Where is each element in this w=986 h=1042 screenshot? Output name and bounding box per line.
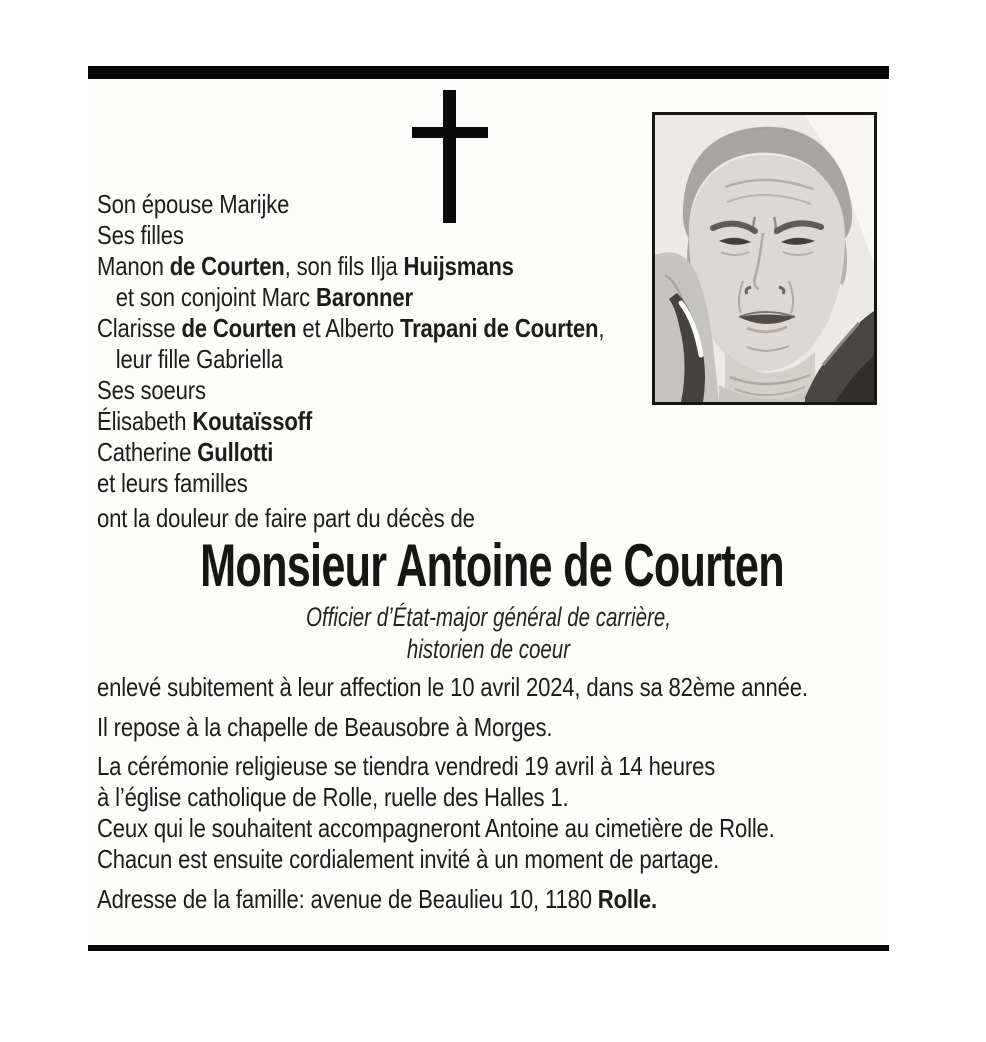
text-line xyxy=(97,813,775,844)
subtitle-line-1: Officier d’État-major général de carrière, xyxy=(306,602,671,632)
text-segment: et leurs familles xyxy=(97,468,248,498)
text-segment: leur fille Gabriella xyxy=(115,344,284,374)
text-segment-bold: Gullotti xyxy=(197,437,274,467)
text-segment: Élisabeth xyxy=(97,406,193,436)
deceased-name: Monsieur Antoine de Courten xyxy=(200,532,784,599)
family-address xyxy=(97,884,657,915)
text-segment: Adresse de la famille: avenue de Beaulieu 10, 1180 xyxy=(97,884,598,914)
text-line xyxy=(97,251,604,282)
text-line xyxy=(97,313,604,344)
text-segment-bold: de Courten xyxy=(169,251,285,281)
text-segment: Ses filles xyxy=(97,220,184,250)
text-segment: enlevé subitement à leur affection le 10 avril 2024, dans sa 82ème année. xyxy=(97,672,808,702)
text-segment: Clarisse xyxy=(97,313,182,343)
deceased-subtitle xyxy=(184,601,793,665)
text-line xyxy=(97,884,657,915)
text-segment-bold: Huijsmans xyxy=(403,251,514,281)
text-segment-bold: de Courten xyxy=(181,313,297,343)
top-rule xyxy=(88,66,889,79)
text-line xyxy=(97,751,775,782)
text-segment-bold: Baronner xyxy=(316,282,413,312)
text-segment: à l’église catholique de Rolle, ruelle des Halles 1. xyxy=(97,782,569,812)
text-line xyxy=(97,189,604,220)
text-line xyxy=(97,503,604,534)
text-segment: Catherine xyxy=(97,437,198,467)
text-segment: Son épouse Marijke xyxy=(97,189,290,219)
text-line xyxy=(97,712,552,743)
text-segment: ont la douleur de faire part du décès de xyxy=(97,503,475,533)
text-line xyxy=(97,282,604,313)
text-segment: Ses soeurs xyxy=(97,375,206,405)
text-segment-bold: Trapani de Courten xyxy=(400,313,599,343)
portrait-illustration xyxy=(655,115,874,402)
text-line xyxy=(97,375,604,406)
text-line xyxy=(97,344,604,375)
text-segment-bold: Rolle. xyxy=(597,884,657,914)
death-announcement xyxy=(97,672,808,703)
bottom-rule xyxy=(88,945,889,951)
text-segment: et son conjoint Marc xyxy=(115,282,317,312)
text-segment: Ceux qui le souhaitent accompagneront Antoine au cimetière de Rolle. xyxy=(97,813,775,843)
text-line xyxy=(97,406,604,437)
text-segment: Il repose à la chapelle de Beausobre à Morges. xyxy=(97,712,553,742)
text-segment: La cérémonie religieuse se tiendra vendredi 19 avril à 14 heures xyxy=(97,751,716,781)
text-segment-bold: Koutaïssoff xyxy=(192,406,313,436)
text-segment: et Alberto xyxy=(296,313,401,343)
text-line xyxy=(97,437,604,468)
subtitle-line-2: historien de coeur xyxy=(406,634,571,664)
text-segment: Chacun est ensuite cordialement invité à un moment de partage. xyxy=(97,844,720,874)
text-line xyxy=(97,782,775,813)
deceased-photo xyxy=(652,112,877,405)
repose-info xyxy=(97,712,552,743)
text-line xyxy=(97,468,604,499)
text-line xyxy=(97,844,775,875)
text-line xyxy=(97,672,808,703)
family-list xyxy=(97,189,604,534)
text-segment: Manon xyxy=(97,251,170,281)
text-line xyxy=(97,220,604,251)
text-segment: , son fils Ilja xyxy=(284,251,404,281)
ceremony-info xyxy=(97,751,775,875)
text-segment: , xyxy=(598,313,605,343)
